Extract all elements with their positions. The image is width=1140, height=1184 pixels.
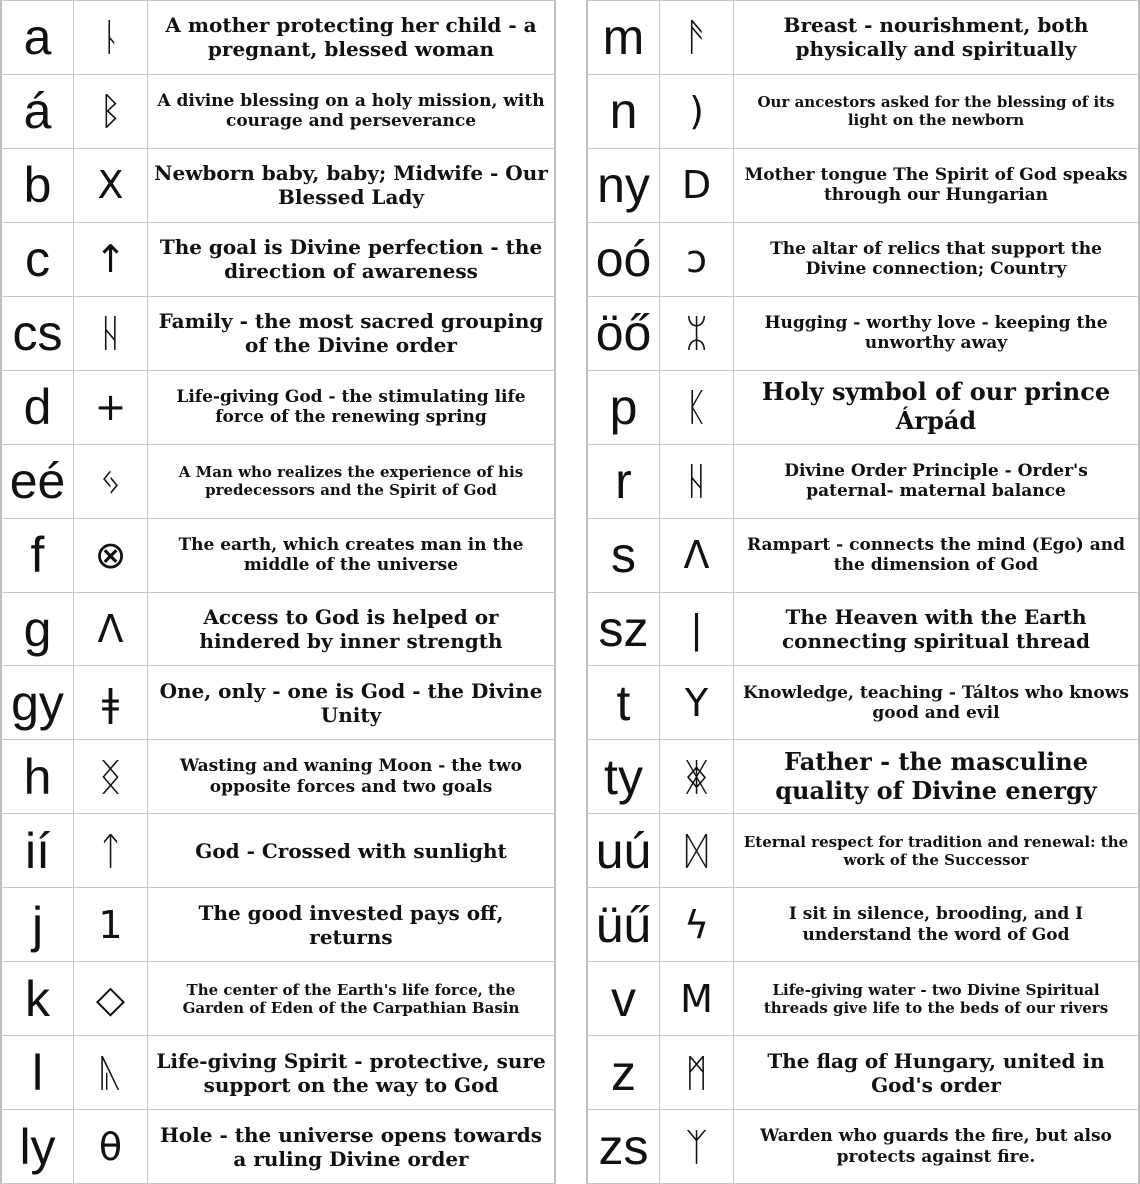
meaning-text: Divine Order Principle - Order's paternal- maternal balance: [734, 445, 1140, 518]
table-row: [0, 814, 556, 888]
latin-letter: a: [0, 1, 74, 74]
latin-letter: sz: [586, 593, 660, 666]
table-row: [586, 149, 1140, 223]
table-row: [586, 519, 1140, 593]
table-row: [586, 593, 1140, 667]
left-table: [0, 0, 556, 1184]
rune-symbol: ↑: [74, 223, 148, 296]
rune-symbol: ᚣ: [74, 1036, 148, 1109]
meaning-text: Mother tongue The Spirit of God speaks through our Hungarian: [734, 149, 1140, 222]
meaning-text: Rampart - connects the mind (Ego) and the dimension of God: [734, 519, 1140, 592]
table-row: [586, 1036, 1140, 1110]
meaning-text: The center of the Earth's life force, the Garden of Eden of the Carpathian Basin: [148, 962, 556, 1035]
meaning-text: Knowledge, teaching - Táltos who knows good and evil: [734, 666, 1140, 739]
rune-symbol: +: [74, 371, 148, 444]
table-row: [0, 519, 556, 593]
meaning-text: The altar of relics that support the Divine connection; Country: [734, 223, 1140, 296]
rune-symbol: ᛯ: [660, 297, 734, 370]
latin-letter: s: [586, 519, 660, 592]
table-row: [0, 371, 556, 445]
latin-letter: n: [586, 75, 660, 148]
table-row: [0, 593, 556, 667]
latin-letter: gy: [0, 666, 74, 739]
table-row: [586, 1110, 1140, 1184]
latin-letter: eé: [0, 445, 74, 518]
latin-letter: t: [586, 666, 660, 739]
rune-symbol: ): [660, 75, 734, 148]
table-row: [0, 888, 556, 962]
rune-symbol: ᚿ: [74, 1, 148, 74]
rune-symbol: M: [660, 962, 734, 1035]
meaning-text: Life-giving God - the stimulating life force of the renewing spring: [148, 371, 556, 444]
meaning-text: Family - the most sacred grouping of the Divine order: [148, 297, 556, 370]
meaning-text: The Heaven with the Earth connecting spiritual thread: [734, 593, 1140, 666]
meaning-text: I sit in silence, brooding, and I understand the word of God: [734, 888, 1140, 961]
table-row: [0, 445, 556, 519]
latin-letter: m: [586, 1, 660, 74]
latin-letter: á: [0, 75, 74, 148]
rune-symbol: Λ: [660, 519, 734, 592]
latin-letter: ly: [0, 1110, 74, 1183]
rune-symbol: X: [74, 149, 148, 222]
table-row: [586, 371, 1140, 445]
meaning-text: A mother protecting her child - a pregnant, blessed woman: [148, 1, 556, 74]
table-row: [586, 445, 1140, 519]
table-row: [0, 0, 556, 75]
latin-letter: c: [0, 223, 74, 296]
latin-letter: d: [0, 371, 74, 444]
latin-letter: r: [586, 445, 660, 518]
rune-symbol: Y: [660, 666, 734, 739]
latin-letter: j: [0, 888, 74, 961]
latin-letter: oó: [586, 223, 660, 296]
meaning-text: The flag of Hungary, united in God's order: [734, 1036, 1140, 1109]
latin-letter: l: [0, 1036, 74, 1109]
latin-letter: cs: [0, 297, 74, 370]
rune-symbol: ⊗: [74, 519, 148, 592]
table-row: [586, 297, 1140, 371]
table-row: [0, 666, 556, 740]
rune-symbol: ᛏ: [74, 814, 148, 887]
meaning-text: Father - the masculine quality of Divine energy: [734, 740, 1140, 813]
meaning-text: Eternal respect for tradition and renewal: the work of the Successor: [734, 814, 1140, 887]
latin-letter: üű: [586, 888, 660, 961]
meaning-text: Hole - the universe opens towards a ruling Divine order: [148, 1110, 556, 1183]
rune-symbol: ᛕ: [660, 371, 734, 444]
table-row: [0, 1036, 556, 1110]
rune-symbol: ᚺ: [660, 445, 734, 518]
rune-symbol: Λ: [74, 593, 148, 666]
latin-letter: öő: [586, 297, 660, 370]
latin-letter: p: [586, 371, 660, 444]
latin-letter: h: [0, 740, 74, 813]
rune-symbol: |: [660, 593, 734, 666]
latin-letter: zs: [586, 1110, 660, 1183]
rune-symbol: ᚫ: [660, 1, 734, 74]
meaning-text: Hugging - worthy love - keeping the unworthy away: [734, 297, 1140, 370]
latin-letter: z: [586, 1036, 660, 1109]
meaning-text: One, only - one is God - the Divine Unity: [148, 666, 556, 739]
table-row: [0, 297, 556, 371]
rune-symbol: ᛉ: [660, 1110, 734, 1183]
latin-letter: b: [0, 149, 74, 222]
table-row: [0, 1110, 556, 1184]
rune-symbol: D: [660, 149, 734, 222]
rune-symbol: ◇: [74, 962, 148, 1035]
rune-symbol: ᛞ: [660, 814, 734, 887]
rune-symbol: ↄ: [660, 223, 734, 296]
rune-symbol: ᛃ: [74, 445, 148, 518]
meaning-text: Holy symbol of our prince Árpád: [734, 371, 1140, 444]
meaning-text: The good invested pays off, returns: [148, 888, 556, 961]
meaning-text: Life-giving Spirit - protective, sure support on the way to God: [148, 1036, 556, 1109]
rune-symbol: ϟ: [660, 888, 734, 961]
rune-symbol: θ: [74, 1110, 148, 1183]
meaning-text: Wasting and waning Moon - the two opposite forces and two goals: [148, 740, 556, 813]
rune-symbol: 1: [74, 888, 148, 961]
latin-letter: ty: [586, 740, 660, 813]
table-row: [586, 814, 1140, 888]
rune-symbol: ᚺ: [74, 297, 148, 370]
right-table: [586, 0, 1140, 1184]
meaning-text: A divine blessing on a holy mission, with courage and perseverance: [148, 75, 556, 148]
table-row: [586, 962, 1140, 1036]
table-row: [0, 740, 556, 814]
meaning-text: Breast - nourishment, both physically and spiritually: [734, 1, 1140, 74]
rune-symbol: ᛒ: [74, 75, 148, 148]
latin-letter: ií: [0, 814, 74, 887]
table-row: [586, 666, 1140, 740]
meaning-text: Our ancestors asked for the blessing of its light on the newborn: [734, 75, 1140, 148]
rune-symbol: ǂ: [74, 666, 148, 739]
rune-symbol: ᛗ: [660, 1036, 734, 1109]
latin-letter: ny: [586, 149, 660, 222]
rune-symbol: ᛤ: [660, 740, 734, 813]
table-row: [0, 223, 556, 297]
table-row: [586, 0, 1140, 75]
meaning-text: God - Crossed with sunlight: [148, 814, 556, 887]
table-row: [586, 888, 1140, 962]
latin-letter: f: [0, 519, 74, 592]
meaning-text: Life-giving water - two Divine Spiritual threads give life to the beds of our rivers: [734, 962, 1140, 1035]
latin-letter: g: [0, 593, 74, 666]
meaning-text: Newborn baby, baby; Midwife - Our Blessed Lady: [148, 149, 556, 222]
meaning-text: A Man who realizes the experience of his predecessors and the Spirit of God: [148, 445, 556, 518]
column-gap: [556, 0, 586, 1184]
latin-letter: v: [586, 962, 660, 1035]
table-row: [586, 75, 1140, 149]
latin-letter: uú: [586, 814, 660, 887]
rune-symbol: ᛝ: [74, 740, 148, 813]
table-row: [0, 149, 556, 223]
meaning-text: Warden who guards the fire, but also protects against fire.: [734, 1110, 1140, 1183]
table-row: [586, 740, 1140, 814]
meaning-text: Access to God is helped or hindered by inner strength: [148, 593, 556, 666]
latin-letter: k: [0, 962, 74, 1035]
table-row: [0, 962, 556, 1036]
table-row: [0, 75, 556, 149]
table-row: [586, 223, 1140, 297]
meaning-text: The earth, which creates man in the middle of the universe: [148, 519, 556, 592]
meaning-text: The goal is Divine perfection - the direction of awareness: [148, 223, 556, 296]
